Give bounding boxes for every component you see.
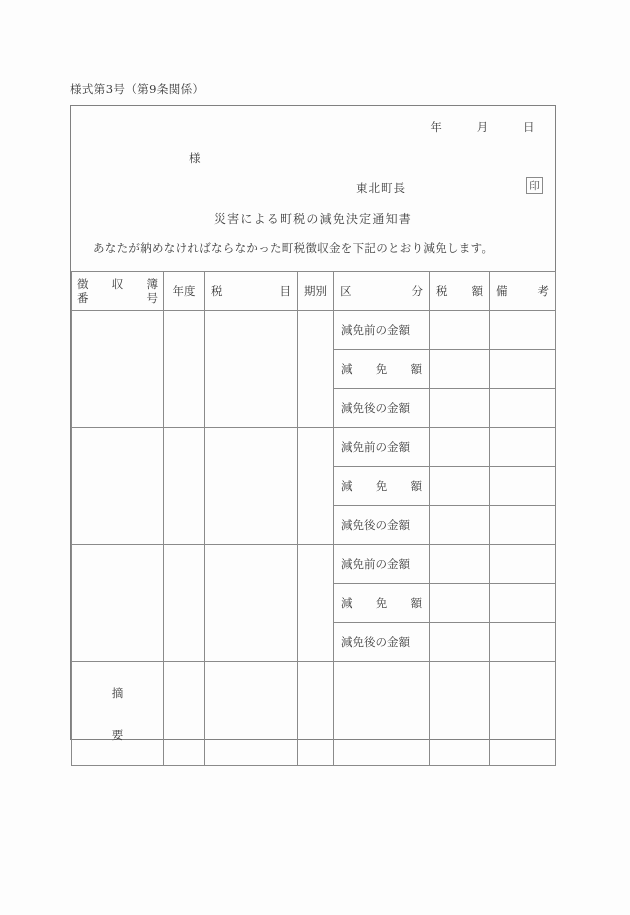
- summary-field-remarks[interactable]: [490, 662, 556, 766]
- ledger-line2-left: 番: [77, 291, 89, 305]
- column-header-ledger-number: [72, 272, 164, 311]
- field-tax-item-group-2[interactable]: [205, 428, 298, 545]
- category-char-3: 額: [410, 596, 422, 610]
- field-fiscal-year-group-1[interactable]: [164, 311, 205, 428]
- tax-amount-label-right: 額: [471, 284, 483, 298]
- category-cell-group-3-row-3: [334, 623, 430, 662]
- summary-label-char2: 要: [111, 727, 124, 742]
- date-line: [430, 119, 535, 135]
- seal-stamp-box: 印: [526, 177, 543, 194]
- column-header-installment: [298, 272, 334, 311]
- issuer-row: [71, 180, 555, 202]
- field-remarks-group-1-row-2[interactable]: [490, 350, 556, 389]
- table-row: [72, 545, 556, 584]
- tax-amount-label-left: 税: [436, 284, 448, 298]
- summary-label-cell: [72, 662, 164, 766]
- category-char-1: 減: [341, 362, 353, 376]
- field-remarks-group-3-row-1[interactable]: [490, 545, 556, 584]
- summary-label-char1: 摘: [111, 685, 124, 700]
- field-remarks-group-3-row-3[interactable]: [490, 623, 556, 662]
- ledger-line1-left: 徴: [77, 276, 89, 291]
- field-tax-amount-group-3-row-3[interactable]: [430, 623, 490, 662]
- field-remarks-group-2-row-1[interactable]: [490, 428, 556, 467]
- field-remarks-group-2-row-2[interactable]: [490, 467, 556, 506]
- category-char-2: 免: [375, 596, 388, 610]
- form-number: 様式第3号（第9条関係）: [70, 82, 205, 96]
- category-char-2: 免: [375, 362, 388, 376]
- field-tax-amount-group-2-row-2[interactable]: [430, 467, 490, 506]
- date-day: 日: [523, 120, 535, 134]
- field-tax-amount-group-2-row-1[interactable]: [430, 428, 490, 467]
- column-header-fiscal-year: [164, 272, 205, 311]
- page-title: 災害による町税の減免決定通知書: [213, 212, 412, 226]
- ledger-line1-mid: 収: [111, 276, 124, 291]
- category-label: 減免前の金額: [341, 323, 410, 337]
- field-tax-amount-group-1-row-1[interactable]: [430, 311, 490, 350]
- field-remarks-group-1-row-3[interactable]: [490, 389, 556, 428]
- field-remarks-group-3-row-2[interactable]: [490, 584, 556, 623]
- tax-item-label-right: 目: [279, 284, 291, 298]
- category-char-3: 額: [410, 479, 422, 493]
- summary-field-tax-amount[interactable]: [430, 662, 490, 766]
- remarks-label-left: 備: [496, 284, 508, 298]
- category-label: 減免後の金額: [341, 401, 410, 415]
- table-body: [72, 311, 556, 662]
- table-header-row: [72, 272, 556, 311]
- category-label: 減免前の金額: [341, 440, 410, 454]
- category-label: 減免後の金額: [341, 635, 410, 649]
- field-remarks-group-2-row-3[interactable]: [490, 506, 556, 545]
- category-cell-group-3-row-2: [334, 584, 430, 623]
- category-cell-group-1-row-3: [334, 389, 430, 428]
- field-installment-group-1[interactable]: [298, 311, 334, 428]
- category-label-right: 分: [411, 284, 423, 298]
- field-ledger-number-group-2[interactable]: [72, 428, 164, 545]
- field-ledger-number-group-3[interactable]: [72, 545, 164, 662]
- field-tax-amount-group-1-row-3[interactable]: [430, 389, 490, 428]
- column-header-tax-amount: [430, 272, 490, 311]
- category-label-left: 区: [340, 284, 352, 298]
- category-char-1: 減: [341, 596, 353, 610]
- ledger-line2-right: 号: [146, 291, 158, 305]
- document-frame: [70, 105, 556, 740]
- summary-row: [72, 662, 556, 766]
- summary-field-category[interactable]: [334, 662, 430, 766]
- field-tax-amount-group-3-row-2[interactable]: [430, 584, 490, 623]
- field-fiscal-year-group-3[interactable]: [164, 545, 205, 662]
- column-header-category: [334, 272, 430, 311]
- category-label: 減免後の金額: [341, 518, 410, 532]
- column-header-tax-item: [205, 272, 298, 311]
- summary-field-installment[interactable]: [298, 662, 334, 766]
- installment-label: 期別: [304, 284, 327, 298]
- field-installment-group-2[interactable]: [298, 428, 334, 545]
- summary-field-tax-item[interactable]: [205, 662, 298, 766]
- field-tax-amount-group-2-row-3[interactable]: [430, 506, 490, 545]
- addressee-honorific: 様: [189, 151, 201, 165]
- category-char-2: 免: [375, 479, 388, 493]
- fiscal-year-label: 年度: [172, 284, 196, 298]
- category-cell-group-1-row-2: [334, 350, 430, 389]
- category-cell-group-2-row-1: [334, 428, 430, 467]
- category-label: 減免前の金額: [341, 557, 410, 571]
- category-cell-group-2-row-3: [334, 506, 430, 545]
- body-text: あなたが納めなければならなかった町税徴収金を下記のとおり減免します。: [93, 241, 494, 255]
- ledger-line1-right: 簿: [146, 276, 158, 291]
- date-month: 月: [476, 120, 489, 134]
- category-char-3: 額: [410, 362, 422, 376]
- field-tax-amount-group-3-row-1[interactable]: [430, 545, 490, 584]
- field-installment-group-3[interactable]: [298, 545, 334, 662]
- issuer-name: 東北町長: [356, 181, 406, 195]
- table-row: [72, 311, 556, 350]
- tax-item-label-left: 税: [211, 284, 223, 298]
- table-row: [72, 428, 556, 467]
- field-ledger-number-group-1[interactable]: [72, 311, 164, 428]
- category-cell-group-3-row-1: [334, 545, 430, 584]
- column-header-remarks: [490, 272, 556, 311]
- field-tax-item-group-1[interactable]: [205, 311, 298, 428]
- field-tax-item-group-3[interactable]: [205, 545, 298, 662]
- reduction-table: [71, 271, 556, 766]
- summary-field-fiscal-year[interactable]: [164, 662, 205, 766]
- letterhead-section: [71, 106, 555, 271]
- category-cell-group-2-row-2: [334, 467, 430, 506]
- category-char-1: 減: [341, 479, 353, 493]
- remarks-label-right: 考: [537, 284, 549, 298]
- date-year: 年: [430, 120, 443, 134]
- field-remarks-group-1-row-1[interactable]: [490, 311, 556, 350]
- field-tax-amount-group-1-row-2[interactable]: [430, 350, 490, 389]
- field-fiscal-year-group-2[interactable]: [164, 428, 205, 545]
- category-cell-group-1-row-1: [334, 311, 430, 350]
